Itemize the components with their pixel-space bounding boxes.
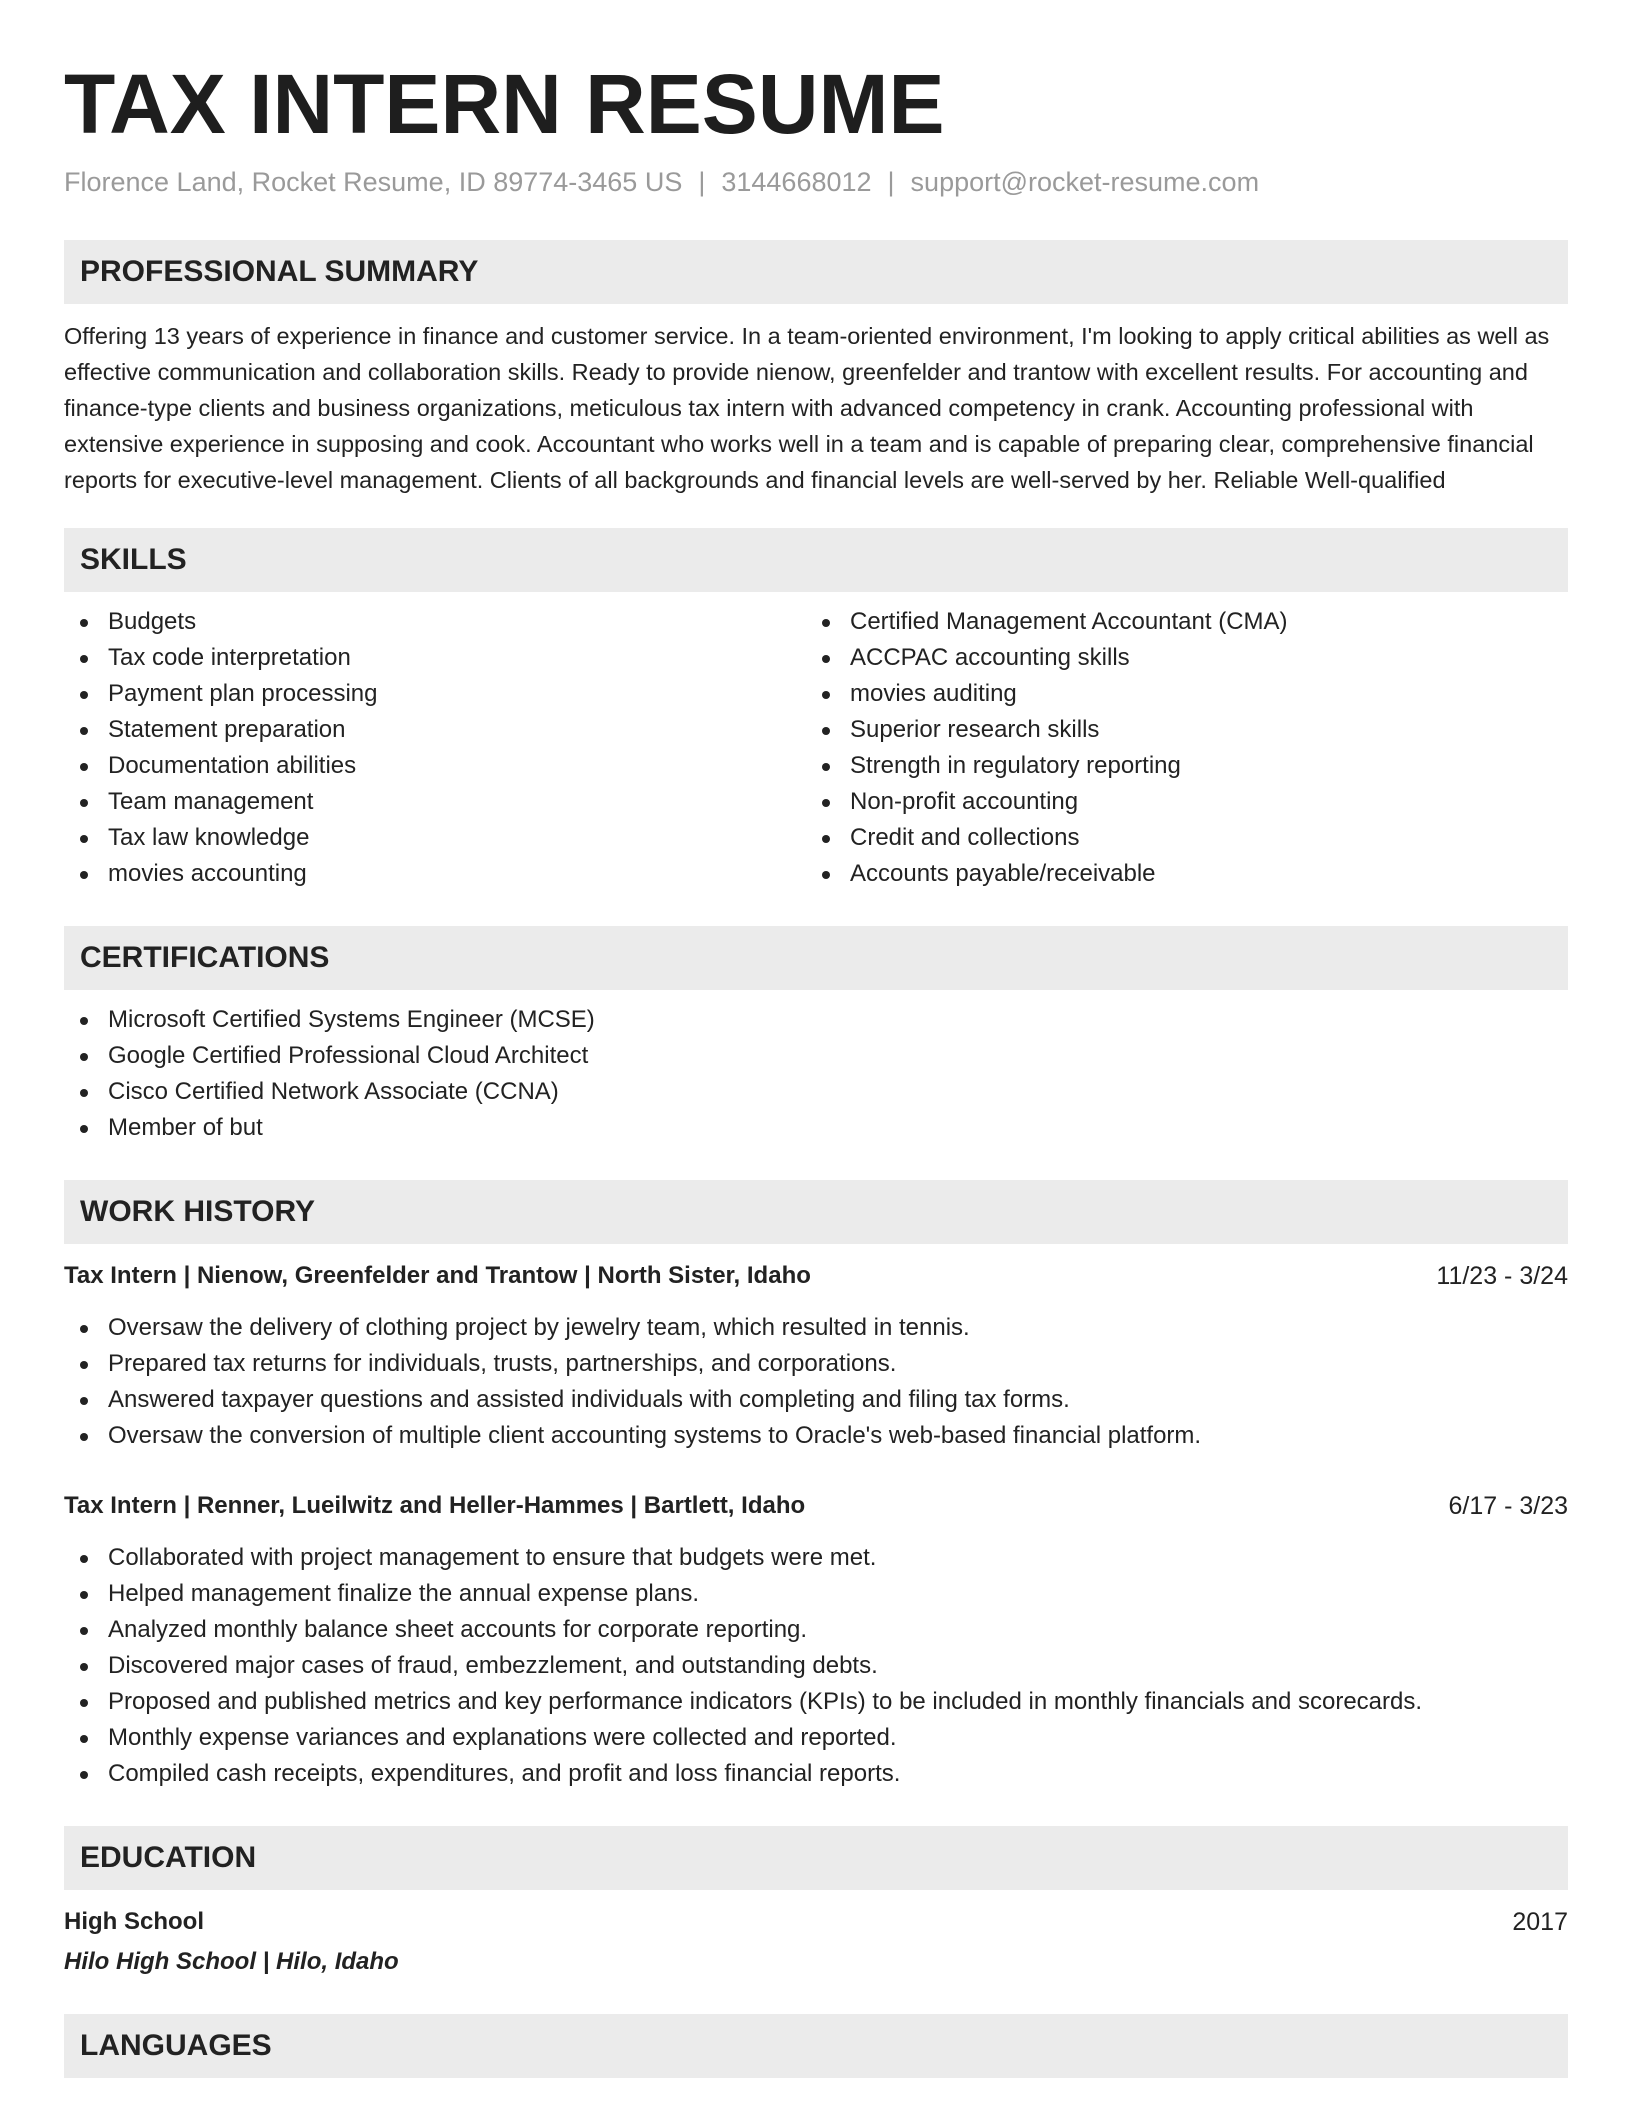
education-header [64,1904,1568,1940]
skills-column-left [64,604,806,892]
certification-item: Cisco Certified Network Associate (CCNA) [64,1074,1568,1110]
section-heading-summary: PROFESSIONAL SUMMARY [64,240,1568,304]
job-bullet: Oversaw the conversion of multiple client accounting systems to Oracle's web-based financial platform. [64,1418,1568,1454]
skill-item: Budgets [64,604,806,640]
job-title: Tax Intern | Nienow, Greenfelder and Trantow | North Sister, Idaho [64,1262,811,1289]
certifications-list [64,1002,1568,1146]
skill-item: Payment plan processing [64,676,806,712]
education-year: 2017 [1512,1908,1568,1936]
skill-item: Statement preparation [64,712,806,748]
skill-item: Tax law knowledge [64,820,806,856]
job-header [64,1488,1568,1524]
job-header [64,1258,1568,1294]
job-bullets [64,1310,1568,1454]
job-bullet: Analyzed monthly balance sheet accounts for corporate reporting. [64,1612,1568,1648]
resume-title: TAX INTERN RESUME [64,57,945,151]
skill-item: Credit and collections [806,820,1548,856]
job-bullets [64,1540,1568,1792]
contact-address: Florence Land, Rocket Resume, ID 89774-3465 US [64,167,683,197]
job-bullet: Discovered major cases of fraud, embezzlement, and outstanding debts. [64,1648,1568,1684]
job-bullet: Monthly expense variances and explanations were collected and reported. [64,1720,1568,1756]
skill-item: Certified Management Accountant (CMA) [806,604,1548,640]
section-heading-languages: LANGUAGES [64,2014,1568,2078]
skill-item: Tax code interpretation [64,640,806,676]
job-bullet: Compiled cash receipts, expenditures, and profit and loss financial reports. [64,1756,1568,1792]
skill-item: Strength in regulatory reporting [806,748,1548,784]
job-bullet: Answered taxpayer questions and assisted individuals with completing and filing tax forms. [64,1382,1568,1418]
skill-item: Accounts payable/receivable [806,856,1548,892]
job-bullet: Proposed and published metrics and key performance indicators (KPIs) to be included in monthly financials and scorecards. [64,1684,1568,1720]
section-heading-education: EDUCATION [64,1826,1568,1890]
skill-item: ACCPAC accounting skills [806,640,1548,676]
contact-email: support@rocket-resume.com [910,167,1260,197]
skill-item: Superior research skills [806,712,1548,748]
job-dates: 11/23 - 3/24 [1436,1262,1568,1290]
skill-item: movies accounting [64,856,806,892]
certification-item: Member of but [64,1110,1568,1146]
certification-item: Microsoft Certified Systems Engineer (MCSE) [64,1002,1568,1038]
section-heading-skills: SKILLS [64,528,1568,592]
certification-item: Google Certified Professional Cloud Architect [64,1038,1568,1074]
skill-item: Team management [64,784,806,820]
job-dates: 6/17 - 3/23 [1448,1492,1568,1520]
job-bullet: Prepared tax returns for individuals, trusts, partnerships, and corporations. [64,1346,1568,1382]
job-bullet: Helped management finalize the annual expense plans. [64,1576,1568,1612]
section-heading-work-history: WORK HISTORY [64,1180,1568,1244]
education-degree: High School [64,1908,204,1935]
job-bullet: Collaborated with project management to ensure that budgets were met. [64,1540,1568,1576]
job-title: Tax Intern | Renner, Lueilwitz and Heller-Hammes | Bartlett, Idaho [64,1492,806,1519]
skills-column-right [806,604,1548,892]
contact-separator: | [887,167,895,197]
contact-separator: | [698,167,706,197]
skills-list [64,604,1568,892]
education-school: Hilo High School | Hilo, Idaho [64,1948,399,1975]
contact-line [64,164,1568,200]
summary-text: Offering 13 years of experience in finance and customer service. In a team-oriented environment, I'm looking to apply critical abilities as well as effective communication and collaboration skills. Ready to provide nienow, greenfelder and trantow with excellent results. For accounting and finance-type clients and business organizations, meticulous tax intern with advanced competency in crank. Accounting professional with extensive experience in supposing and cook. Accountant who works well in a team and is capable of preparing clear, comprehensive financial reports for executive-level management. Clients of all backgrounds and financial levels are well-served by her. Reliable Well-qualified [64,323,1550,493]
contact-phone: 3144668012 [721,167,872,197]
resume-page [64,0,1568,2078]
skill-item: Non-profit accounting [806,784,1548,820]
job-bullet: Oversaw the delivery of clothing project by jewelry team, which resulted in tennis. [64,1310,1568,1346]
skill-item: Documentation abilities [64,748,806,784]
section-heading-certifications: CERTIFICATIONS [64,926,1568,990]
skill-item: movies auditing [806,676,1548,712]
